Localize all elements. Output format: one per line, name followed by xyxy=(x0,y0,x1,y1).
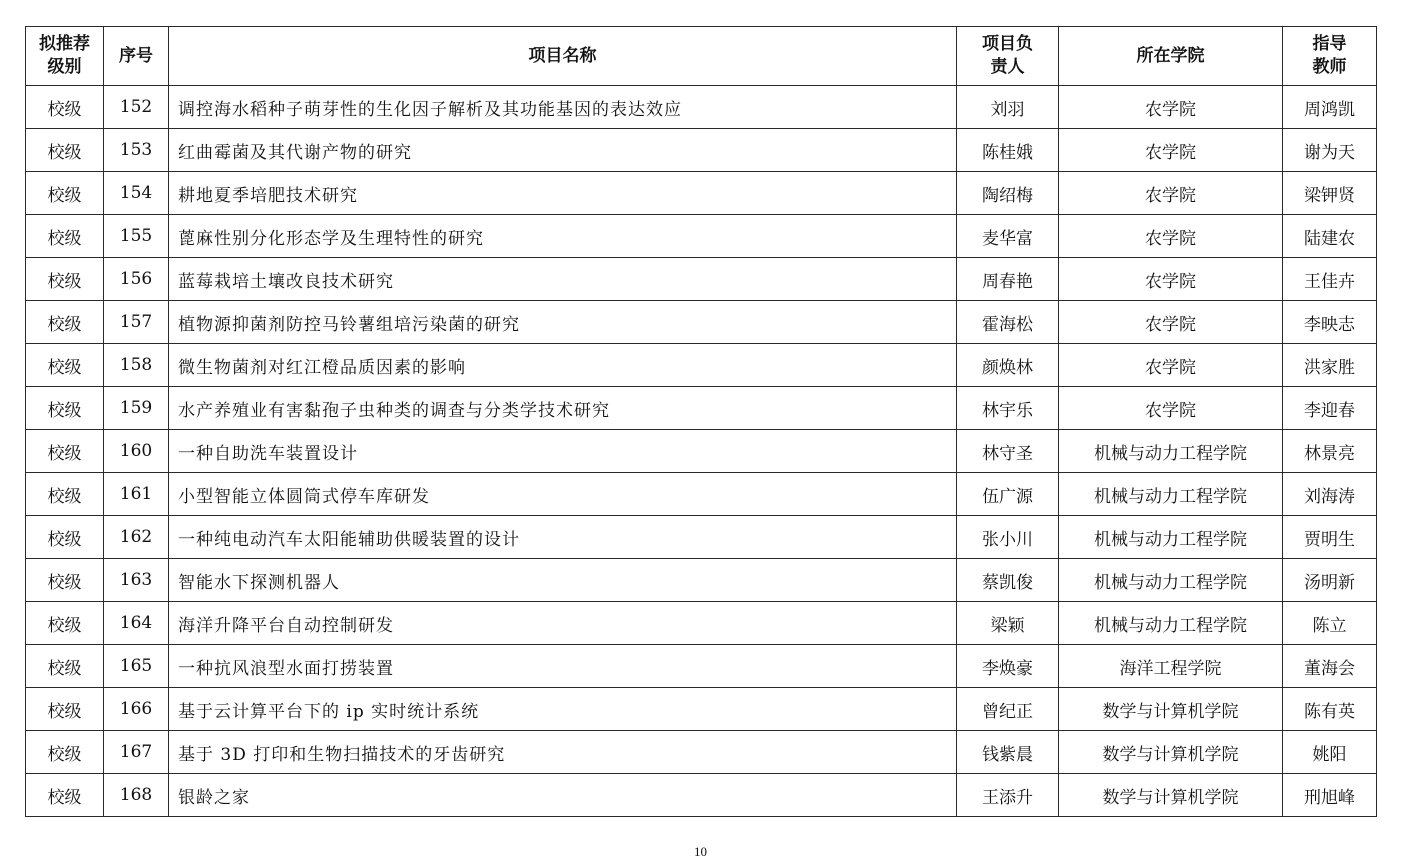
cell-number: 159 xyxy=(104,387,169,430)
cell-project-name: 调控海水稻种子萌芽性的生化因子解析及其功能基因的表达效应 xyxy=(169,86,957,129)
cell-leader: 林宇乐 xyxy=(957,387,1059,430)
table-row xyxy=(26,215,1377,258)
table-row xyxy=(26,774,1377,817)
cell-project-name: 红曲霉菌及其代谢产物的研究 xyxy=(169,129,957,172)
cell-leader: 钱紫晨 xyxy=(957,731,1059,774)
table-body xyxy=(26,86,1377,817)
cell-project-name: 一种自助洗车装置设计 xyxy=(169,430,957,473)
project-table xyxy=(25,26,1377,817)
cell-number: 155 xyxy=(104,215,169,258)
table-row xyxy=(26,645,1377,688)
table-row xyxy=(26,430,1377,473)
cell-college: 数学与计算机学院 xyxy=(1059,731,1283,774)
cell-level: 校级 xyxy=(26,688,104,731)
cell-number: 154 xyxy=(104,172,169,215)
cell-project-name: 基于 3D 打印和生物扫描技术的牙齿研究 xyxy=(169,731,957,774)
cell-leader: 周春艳 xyxy=(957,258,1059,301)
cell-advisor: 林景亮 xyxy=(1283,430,1377,473)
cell-number: 161 xyxy=(104,473,169,516)
cell-leader: 林守圣 xyxy=(957,430,1059,473)
table-header-row xyxy=(26,27,1377,86)
table-row xyxy=(26,344,1377,387)
cell-project-name: 水产养殖业有害黏孢子虫种类的调查与分类学技术研究 xyxy=(169,387,957,430)
cell-advisor: 洪家胜 xyxy=(1283,344,1377,387)
cell-college: 机械与动力工程学院 xyxy=(1059,602,1283,645)
cell-college: 海洋工程学院 xyxy=(1059,645,1283,688)
table-row xyxy=(26,258,1377,301)
cell-number: 164 xyxy=(104,602,169,645)
cell-leader: 曾纪正 xyxy=(957,688,1059,731)
cell-level: 校级 xyxy=(26,430,104,473)
cell-college: 农学院 xyxy=(1059,172,1283,215)
cell-level: 校级 xyxy=(26,774,104,817)
cell-advisor: 梁钾贤 xyxy=(1283,172,1377,215)
cell-level: 校级 xyxy=(26,129,104,172)
cell-number: 168 xyxy=(104,774,169,817)
cell-college: 农学院 xyxy=(1059,215,1283,258)
cell-level: 校级 xyxy=(26,86,104,129)
cell-college: 数学与计算机学院 xyxy=(1059,774,1283,817)
table-row xyxy=(26,129,1377,172)
cell-level: 校级 xyxy=(26,387,104,430)
table-row xyxy=(26,731,1377,774)
cell-advisor: 贾明生 xyxy=(1283,516,1377,559)
cell-project-name: 智能水下探测机器人 xyxy=(169,559,957,602)
cell-level: 校级 xyxy=(26,731,104,774)
cell-leader: 梁颖 xyxy=(957,602,1059,645)
cell-leader: 陈桂娥 xyxy=(957,129,1059,172)
header-college: 所在学院 xyxy=(1059,27,1283,86)
cell-college: 农学院 xyxy=(1059,86,1283,129)
page-number: 10 xyxy=(694,844,707,859)
cell-project-name: 耕地夏季培肥技术研究 xyxy=(169,172,957,215)
cell-leader: 张小川 xyxy=(957,516,1059,559)
cell-college: 数学与计算机学院 xyxy=(1059,688,1283,731)
cell-project-name: 银龄之家 xyxy=(169,774,957,817)
cell-number: 166 xyxy=(104,688,169,731)
cell-level: 校级 xyxy=(26,516,104,559)
cell-level: 校级 xyxy=(26,258,104,301)
cell-college: 农学院 xyxy=(1059,129,1283,172)
table-row xyxy=(26,516,1377,559)
cell-advisor: 董海会 xyxy=(1283,645,1377,688)
cell-level: 校级 xyxy=(26,344,104,387)
cell-leader: 颜焕林 xyxy=(957,344,1059,387)
cell-level: 校级 xyxy=(26,645,104,688)
cell-leader: 蔡凯俊 xyxy=(957,559,1059,602)
cell-advisor: 陆建农 xyxy=(1283,215,1377,258)
cell-leader: 刘羽 xyxy=(957,86,1059,129)
cell-leader: 陶绍梅 xyxy=(957,172,1059,215)
cell-project-name: 一种纯电动汽车太阳能辅助供暖装置的设计 xyxy=(169,516,957,559)
table-row xyxy=(26,559,1377,602)
cell-number: 160 xyxy=(104,430,169,473)
cell-project-name: 基于云计算平台下的 ip 实时统计系统 xyxy=(169,688,957,731)
cell-leader: 麦华富 xyxy=(957,215,1059,258)
header-name: 项目名称 xyxy=(169,27,957,86)
cell-advisor: 陈有英 xyxy=(1283,688,1377,731)
cell-advisor: 李迎春 xyxy=(1283,387,1377,430)
cell-number: 167 xyxy=(104,731,169,774)
cell-college: 农学院 xyxy=(1059,301,1283,344)
table-row xyxy=(26,473,1377,516)
cell-college: 农学院 xyxy=(1059,258,1283,301)
cell-number: 152 xyxy=(104,86,169,129)
cell-leader: 伍广源 xyxy=(957,473,1059,516)
cell-leader: 王添升 xyxy=(957,774,1059,817)
cell-number: 153 xyxy=(104,129,169,172)
cell-project-name: 蓖麻性别分化形态学及生理特性的研究 xyxy=(169,215,957,258)
cell-number: 162 xyxy=(104,516,169,559)
cell-advisor: 谢为天 xyxy=(1283,129,1377,172)
cell-project-name: 小型智能立体圆筒式停车库研发 xyxy=(169,473,957,516)
header-level: 拟推荐级别 xyxy=(26,27,104,86)
cell-number: 163 xyxy=(104,559,169,602)
cell-leader: 李焕豪 xyxy=(957,645,1059,688)
header-advisor: 指导教师 xyxy=(1283,27,1377,86)
cell-level: 校级 xyxy=(26,172,104,215)
header-number: 序号 xyxy=(104,27,169,86)
table-row xyxy=(26,172,1377,215)
cell-college: 机械与动力工程学院 xyxy=(1059,430,1283,473)
cell-college: 机械与动力工程学院 xyxy=(1059,516,1283,559)
cell-project-name: 一种抗风浪型水面打捞装置 xyxy=(169,645,957,688)
cell-college: 农学院 xyxy=(1059,387,1283,430)
cell-college: 农学院 xyxy=(1059,344,1283,387)
cell-advisor: 刑旭峰 xyxy=(1283,774,1377,817)
cell-advisor: 陈立 xyxy=(1283,602,1377,645)
cell-advisor: 王佳卉 xyxy=(1283,258,1377,301)
table-row xyxy=(26,387,1377,430)
cell-project-name: 蓝莓栽培土壤改良技术研究 xyxy=(169,258,957,301)
cell-advisor: 刘海涛 xyxy=(1283,473,1377,516)
cell-number: 165 xyxy=(104,645,169,688)
table-row xyxy=(26,86,1377,129)
cell-level: 校级 xyxy=(26,301,104,344)
cell-college: 机械与动力工程学院 xyxy=(1059,473,1283,516)
header-leader: 项目负责人 xyxy=(957,27,1059,86)
cell-advisor: 汤明新 xyxy=(1283,559,1377,602)
cell-project-name: 植物源抑菌剂防控马铃薯组培污染菌的研究 xyxy=(169,301,957,344)
cell-advisor: 姚阳 xyxy=(1283,731,1377,774)
cell-project-name: 微生物菌剂对红江橙品质因素的影响 xyxy=(169,344,957,387)
cell-number: 156 xyxy=(104,258,169,301)
cell-leader: 霍海松 xyxy=(957,301,1059,344)
cell-college: 机械与动力工程学院 xyxy=(1059,559,1283,602)
table-row xyxy=(26,301,1377,344)
cell-level: 校级 xyxy=(26,559,104,602)
table-row xyxy=(26,688,1377,731)
cell-advisor: 周鸿凯 xyxy=(1283,86,1377,129)
cell-number: 158 xyxy=(104,344,169,387)
cell-level: 校级 xyxy=(26,473,104,516)
cell-project-name: 海洋升降平台自动控制研发 xyxy=(169,602,957,645)
cell-advisor: 李映志 xyxy=(1283,301,1377,344)
cell-level: 校级 xyxy=(26,602,104,645)
table-row xyxy=(26,602,1377,645)
cell-number: 157 xyxy=(104,301,169,344)
cell-level: 校级 xyxy=(26,215,104,258)
